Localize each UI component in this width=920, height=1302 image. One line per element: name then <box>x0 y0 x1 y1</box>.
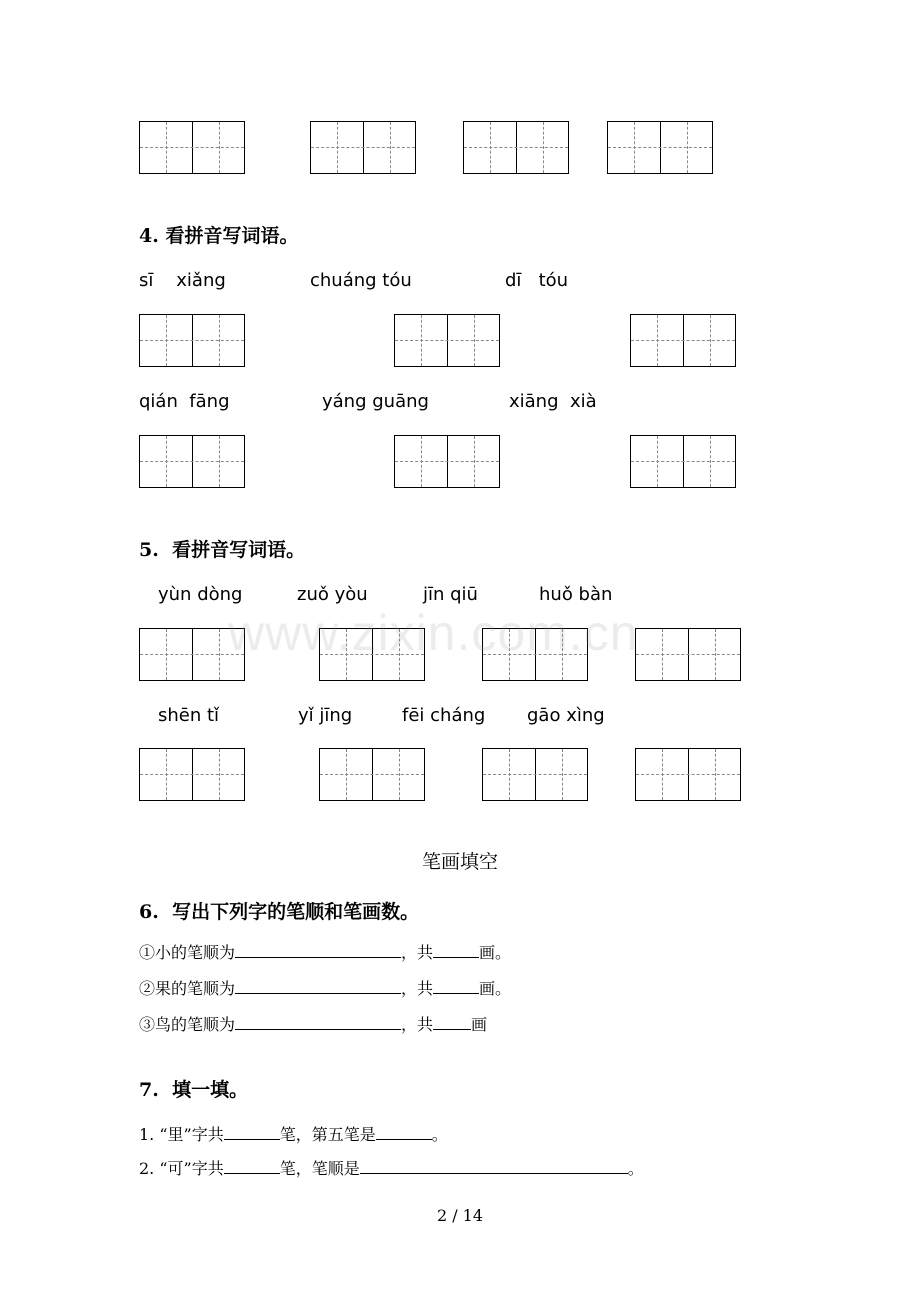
line-part: 。 <box>431 1125 448 1144</box>
stroke-count-blank[interactable] <box>433 979 479 994</box>
pinyin-label: dī tóu <box>505 270 569 291</box>
stroke-order-line <box>139 1012 487 1035</box>
writing-grid[interactable] <box>635 748 741 801</box>
pinyin-label: huǒ bàn <box>539 584 613 605</box>
pinyin-label: xiāng xià <box>509 391 597 412</box>
writing-grid[interactable] <box>139 435 245 488</box>
writing-grid[interactable] <box>139 748 245 801</box>
writing-grid[interactable] <box>630 314 736 367</box>
line-part: 。 <box>627 1159 644 1178</box>
pinyin-label: gāo xìng <box>527 705 605 726</box>
stroke-order-line <box>139 940 511 963</box>
pinyin-label: yùn dòng <box>158 584 243 605</box>
stroke-order-blank[interactable] <box>360 1159 628 1174</box>
line-suffix: 画。 <box>479 943 512 962</box>
line-mid: ，共 <box>401 943 434 962</box>
pinyin-label: zuǒ yòu <box>297 584 368 605</box>
pinyin-label: yǐ jīng <box>298 705 353 726</box>
page-number: 2 / 14 <box>436 1206 484 1225</box>
writing-grid[interactable] <box>394 314 500 367</box>
line-part: 笔，第五笔是 <box>279 1125 376 1144</box>
writing-grid[interactable] <box>139 121 245 174</box>
q4-heading: 4. 看拼音写词语。 <box>139 225 299 247</box>
stroke-order-blank[interactable] <box>235 979 401 994</box>
pinyin-label: jīn qiū <box>423 584 478 605</box>
line-prefix: ③鸟的笔顺为 <box>139 1015 236 1034</box>
q7-heading: 7. 填一填。 <box>139 1079 249 1101</box>
fill-line <box>139 1156 644 1179</box>
line-part: 1. “里”字共 <box>139 1125 224 1144</box>
stroke-order-blank[interactable] <box>235 943 401 958</box>
pinyin-label: fēi cháng <box>402 705 486 726</box>
line-mid: ，共 <box>401 979 434 998</box>
writing-grid[interactable] <box>463 121 569 174</box>
stroke-count-blank[interactable] <box>224 1125 280 1140</box>
line-prefix: ②果的笔顺为 <box>139 979 236 998</box>
writing-grid[interactable] <box>319 748 425 801</box>
line-part: 笔，笔顺是 <box>279 1159 360 1178</box>
pinyin-label: sī xiǎng <box>139 270 226 291</box>
pinyin-label: chuáng tóu <box>310 270 412 291</box>
line-suffix: 画 <box>471 1015 488 1034</box>
q6-heading: 6. 写出下列字的笔顺和笔画数。 <box>139 901 420 923</box>
writing-grid[interactable] <box>310 121 416 174</box>
stroke-count-blank[interactable] <box>433 1015 471 1030</box>
line-suffix: 画。 <box>479 979 512 998</box>
line-part: 2. “可”字共 <box>139 1159 224 1178</box>
writing-grid[interactable] <box>607 121 713 174</box>
pinyin-label: yáng guāng <box>322 391 429 412</box>
stroke-order-line <box>139 976 511 999</box>
line-mid: ，共 <box>401 1015 434 1034</box>
stroke-order-blank[interactable] <box>235 1015 401 1030</box>
fill-line <box>139 1122 448 1145</box>
stroke-count-blank[interactable] <box>224 1159 280 1174</box>
watermark: www.zixin.com.cn <box>228 605 639 661</box>
writing-grid[interactable] <box>139 314 245 367</box>
writing-grid[interactable] <box>635 628 741 681</box>
section-title: 笔画填空 <box>421 851 498 873</box>
writing-grid[interactable] <box>394 435 500 488</box>
writing-grid[interactable] <box>482 748 588 801</box>
q5-heading: 5. 看拼音写词语。 <box>139 539 306 561</box>
stroke-count-blank[interactable] <box>433 943 479 958</box>
stroke-answer-blank[interactable] <box>376 1125 432 1140</box>
writing-grid[interactable] <box>630 435 736 488</box>
pinyin-label: shēn tǐ <box>158 705 220 726</box>
pinyin-label: qián fāng <box>139 391 230 412</box>
line-prefix: ①小的笔顺为 <box>139 943 236 962</box>
